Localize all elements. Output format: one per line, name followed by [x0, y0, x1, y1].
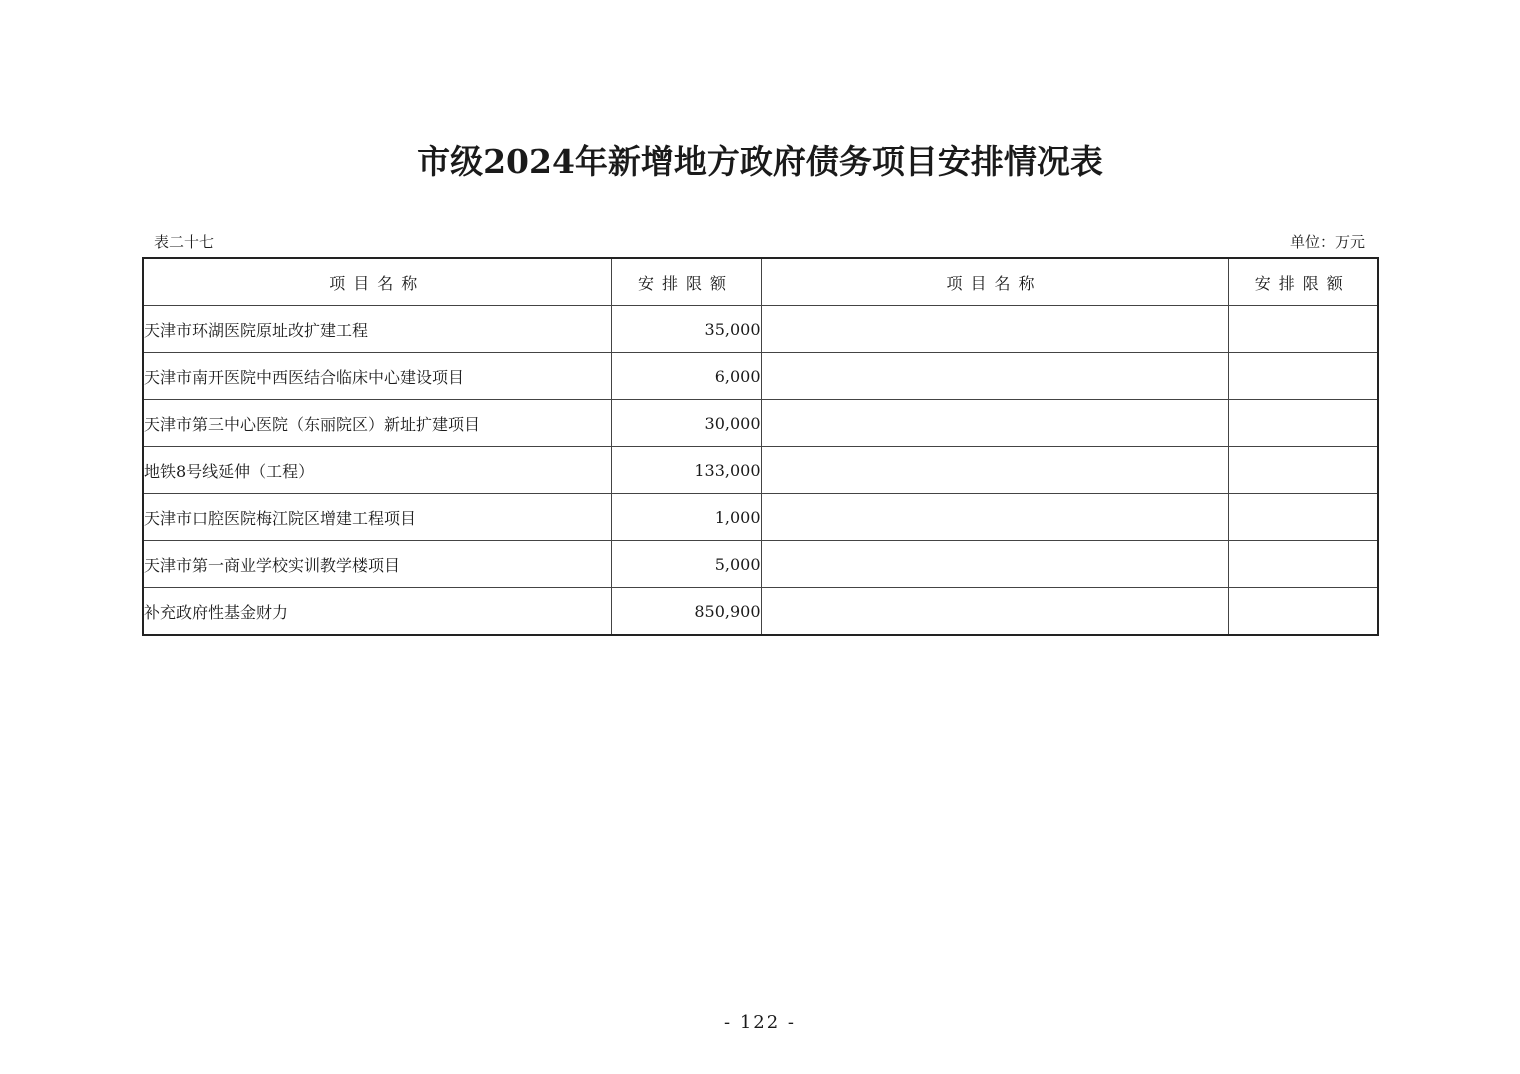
- project-amount: 5,000: [611, 541, 761, 588]
- project-name: 天津市南开医院中西医结合临床中心建设项目: [143, 353, 611, 400]
- header-amount-left: 安排限额: [611, 258, 761, 306]
- empty-cell: [1228, 353, 1378, 400]
- page-number: - 122 -: [724, 1012, 796, 1033]
- project-amount: 6,000: [611, 353, 761, 400]
- table-row: [143, 400, 1378, 447]
- project-name: 天津市口腔医院梅江院区增建工程项目: [143, 494, 611, 541]
- table-row: [143, 588, 1378, 636]
- table-number: 表二十七: [154, 233, 215, 251]
- empty-cell: [761, 588, 1228, 636]
- empty-cell: [1228, 541, 1378, 588]
- empty-cell: [1228, 447, 1378, 494]
- empty-cell: [761, 353, 1228, 400]
- project-amount: 35,000: [611, 306, 761, 353]
- table-row: [143, 306, 1378, 353]
- page-title: 市级2024年新增地方政府债务项目安排情况表: [417, 142, 1103, 181]
- empty-cell: [1228, 494, 1378, 541]
- project-amount: 1,000: [611, 494, 761, 541]
- project-name: 天津市环湖医院原址改扩建工程: [143, 306, 611, 353]
- header-name-right: 项目名称: [761, 258, 1228, 306]
- project-amount: 850,900: [611, 588, 761, 636]
- table-row: [143, 353, 1378, 400]
- project-name: 天津市第一商业学校实训教学楼项目: [143, 541, 611, 588]
- empty-cell: [761, 400, 1228, 447]
- empty-cell: [761, 447, 1228, 494]
- table-row: [143, 494, 1378, 541]
- budget-table: [142, 257, 1379, 636]
- table-row: [143, 447, 1378, 494]
- unit-label: 单位：万元: [1289, 233, 1365, 251]
- project-name: 天津市第三中心医院（东丽院区）新址扩建项目: [143, 400, 611, 447]
- empty-cell: [761, 494, 1228, 541]
- header-name-left: 项目名称: [143, 258, 611, 306]
- project-amount: 30,000: [611, 400, 761, 447]
- project-name: 地铁8号线延伸（工程）: [143, 447, 611, 494]
- empty-cell: [1228, 306, 1378, 353]
- empty-cell: [761, 541, 1228, 588]
- empty-cell: [761, 306, 1228, 353]
- table-header-row: [143, 258, 1378, 306]
- project-amount: 133,000: [611, 447, 761, 494]
- empty-cell: [1228, 400, 1378, 447]
- project-name: 补充政府性基金财力: [143, 588, 611, 636]
- header-amount-right: 安排限额: [1228, 258, 1378, 306]
- empty-cell: [1228, 588, 1378, 636]
- table-row: [143, 541, 1378, 588]
